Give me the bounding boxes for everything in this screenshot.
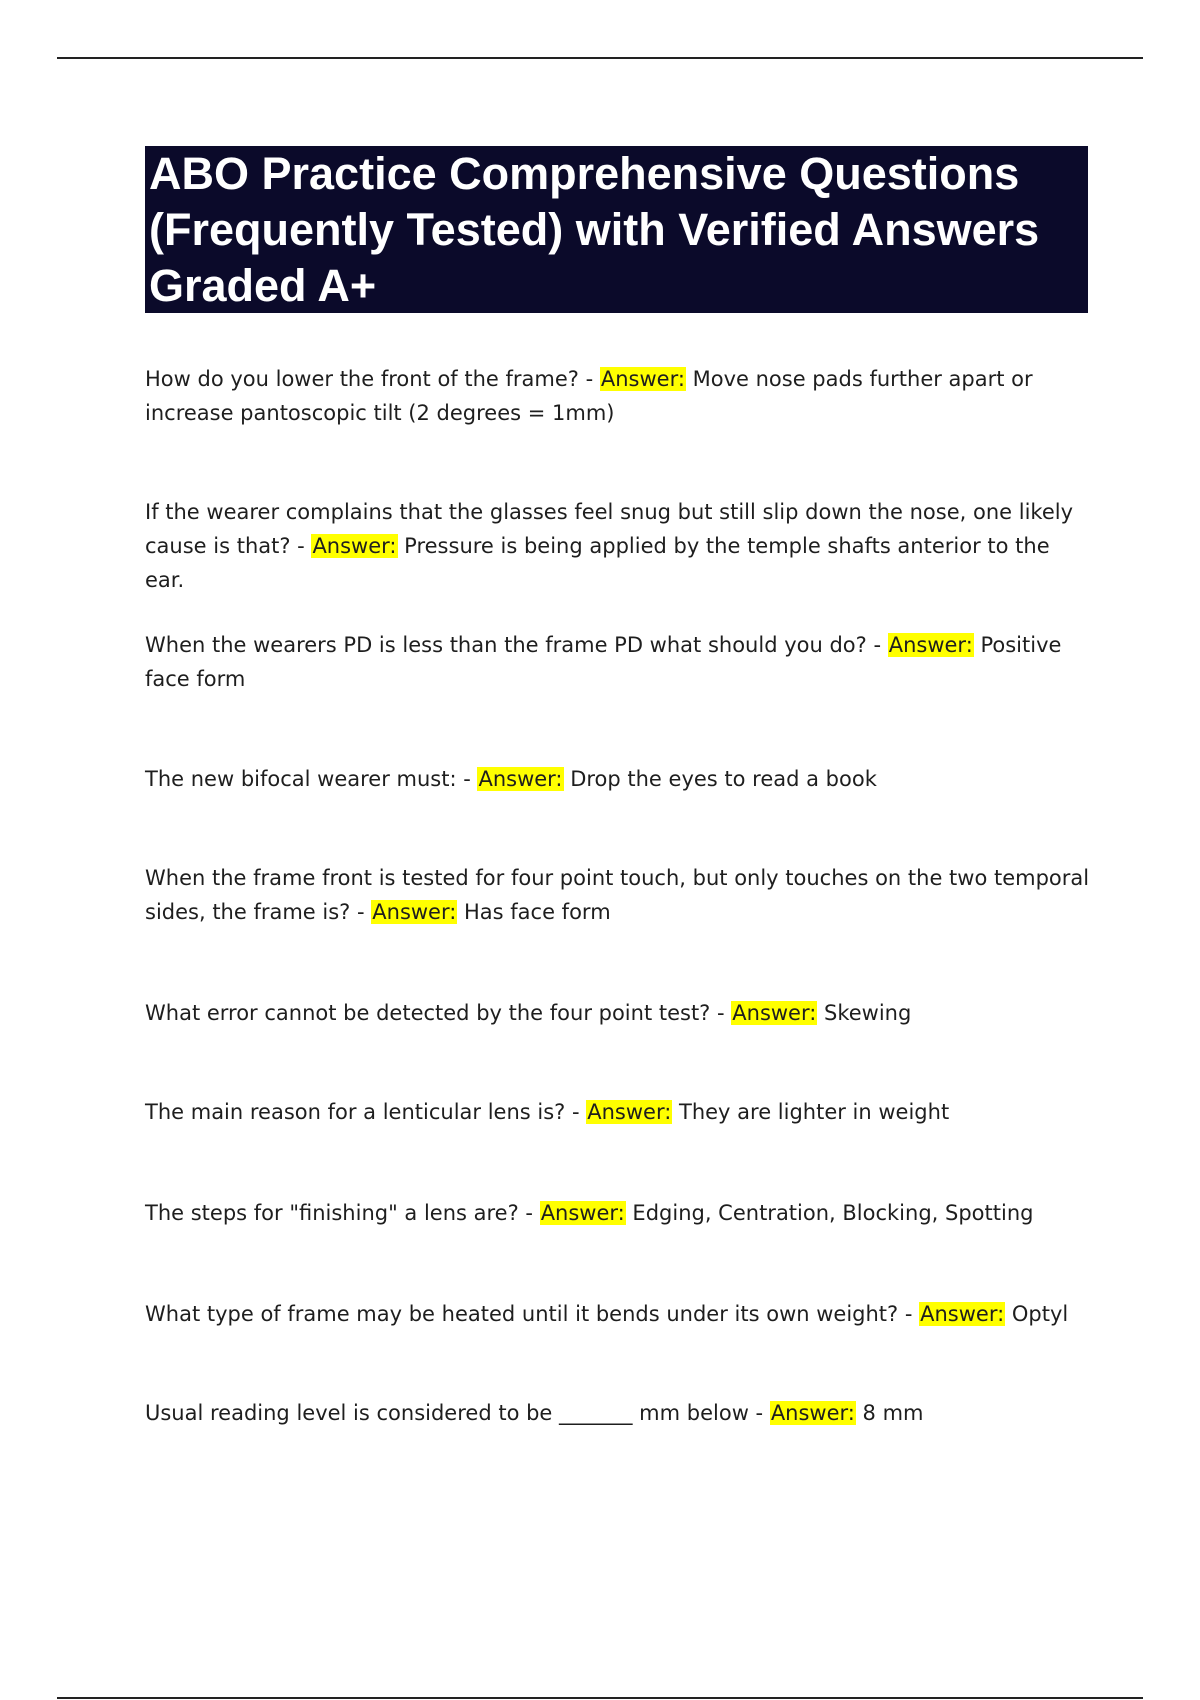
question-text: When the wearers PD is less than the frame PD what should you do? - xyxy=(145,633,888,657)
answer-label: Answer: xyxy=(920,1302,1005,1326)
answer-text: Move nose pads further apart or increase pantoscopic tilt (2 degrees = 1mm) xyxy=(145,367,1033,425)
answer-label: Answer: xyxy=(600,367,685,391)
qa-item xyxy=(145,861,1090,929)
qa-item xyxy=(145,1396,1090,1430)
answer-text: Optyl xyxy=(1005,1302,1069,1326)
question-text: The new bifocal wearer must: - xyxy=(145,767,478,791)
answer-label: Answer: xyxy=(312,534,397,558)
answer-text: They are lighter in weight xyxy=(672,1100,950,1124)
answer-text: Has face form xyxy=(457,900,611,924)
answer-text: Pressure is being applied by the temple shafts anterior to the ear. xyxy=(145,534,1050,592)
qa-item xyxy=(145,762,1090,796)
qa-item xyxy=(145,495,1090,597)
document-title: ABO Practice Comprehensive Questions (Frequently Tested) with Verified Answers Graded A+ xyxy=(149,148,1040,311)
question-text: When the frame front is tested for four point touch, but only touches on the two temporal sides, the frame is? - xyxy=(145,866,1090,924)
question-text: The steps for "finishing" a lens are? - xyxy=(145,1201,540,1225)
answer-label: Answer: xyxy=(732,1001,817,1025)
qa-item xyxy=(145,1297,1090,1331)
answer-label: Answer: xyxy=(888,633,973,657)
question-text: If the wearer complains that the glasses feel snug but still slip down the nose, one likely cause is that? - xyxy=(145,500,1074,558)
title-banner xyxy=(145,146,1088,313)
answer-label: Answer: xyxy=(372,900,457,924)
answer-text: 8 mm xyxy=(855,1401,924,1425)
answer-text: Drop the eyes to read a book xyxy=(563,767,877,791)
question-text: What type of frame may be heated until it bends under its own weight? - xyxy=(145,1302,920,1326)
qa-item xyxy=(145,1095,1090,1129)
qa-item xyxy=(145,996,1090,1030)
question-text: The main reason for a lenticular lens is? - xyxy=(145,1100,587,1124)
top-rule xyxy=(57,57,1143,59)
answer-text: Edging, Centration, Blocking, Spotting xyxy=(625,1201,1034,1225)
answer-label: Answer: xyxy=(770,1401,855,1425)
answer-label: Answer: xyxy=(587,1100,672,1124)
qa-item xyxy=(145,628,1090,696)
answer-label: Answer: xyxy=(478,767,563,791)
question-text: How do you lower the front of the frame? - xyxy=(145,367,600,391)
answer-text: Positive face form xyxy=(145,633,1062,691)
question-text: Usual reading level is considered to be _______ mm below - xyxy=(145,1401,770,1425)
qa-item xyxy=(145,362,1090,430)
answer-label: Answer: xyxy=(540,1201,625,1225)
bottom-rule xyxy=(57,1697,1143,1699)
answer-text: Skewing xyxy=(817,1001,912,1025)
qa-item xyxy=(145,1196,1090,1230)
question-text: What error cannot be detected by the four point test? - xyxy=(145,1001,732,1025)
